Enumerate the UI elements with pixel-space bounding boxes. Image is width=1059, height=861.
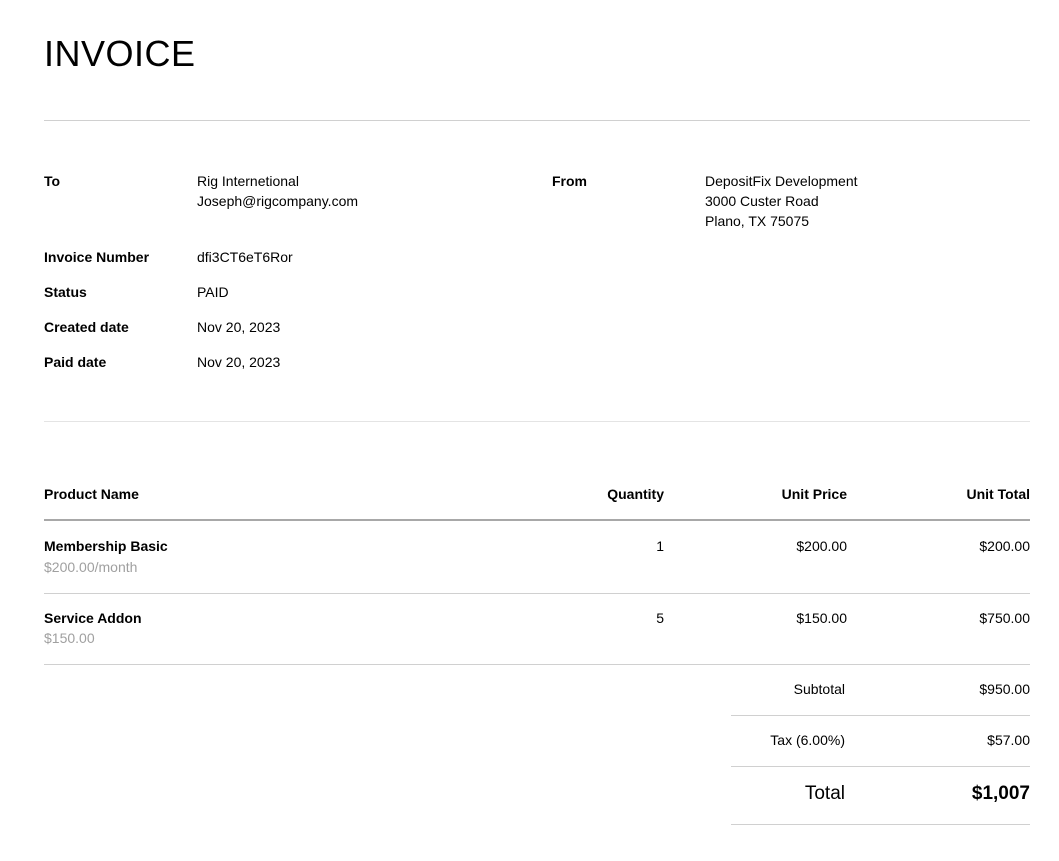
to-label: To <box>44 173 61 189</box>
header-product-name: Product Name <box>44 486 139 502</box>
total-value: $1,007 <box>971 783 1030 804</box>
from-label: From <box>552 173 587 189</box>
tax-label: Tax (6.00%) <box>770 732 845 748</box>
subtotal-value: $950.00 <box>979 681 1030 697</box>
invoice-number-label: Invoice Number <box>44 249 150 265</box>
from-address-line1: 3000 Custer Road <box>705 193 819 209</box>
product-price-detail: $200.00/month <box>44 559 138 575</box>
product-name: Membership Basic <box>44 538 168 554</box>
from-address-line2: Plano, TX 75075 <box>705 213 810 229</box>
divider <box>44 120 1030 121</box>
header-quantity: Quantity <box>607 486 664 502</box>
created-date-label: Created date <box>44 319 129 335</box>
paid-date-label: Paid date <box>44 354 107 370</box>
from-name: DepositFix Development <box>705 173 858 189</box>
status-label: Status <box>44 284 87 300</box>
subtotal-label: Subtotal <box>793 681 845 697</box>
tax-value: $57.00 <box>987 732 1030 748</box>
row-divider <box>44 593 1030 594</box>
divider <box>44 421 1030 422</box>
status-value: PAID <box>197 284 229 300</box>
unit-price: $150.00 <box>796 610 847 626</box>
summary-divider <box>731 715 1030 716</box>
row-divider <box>44 664 1030 665</box>
quantity: 1 <box>656 538 664 554</box>
total-label: Total <box>804 783 845 804</box>
header-unit-total: Unit Total <box>966 486 1030 502</box>
header-unit-price: Unit Price <box>781 486 847 502</box>
unit-total: $200.00 <box>979 538 1030 554</box>
created-date-value: Nov 20, 2023 <box>197 319 281 335</box>
unit-price: $200.00 <box>796 538 847 554</box>
header-divider <box>44 519 1030 521</box>
page-title: INVOICE <box>44 33 196 74</box>
quantity: 5 <box>656 610 664 626</box>
summary-divider <box>731 824 1030 825</box>
to-email: Joseph@rigcompany.com <box>197 193 359 209</box>
invoice-number-value: dfi3CT6eT6Ror <box>197 249 293 265</box>
unit-total: $750.00 <box>979 610 1030 626</box>
product-price-detail: $150.00 <box>44 630 95 646</box>
summary-divider <box>731 766 1030 767</box>
product-name: Service Addon <box>44 610 142 626</box>
paid-date-value: Nov 20, 2023 <box>197 354 281 370</box>
to-name: Rig Internetional <box>197 173 299 189</box>
